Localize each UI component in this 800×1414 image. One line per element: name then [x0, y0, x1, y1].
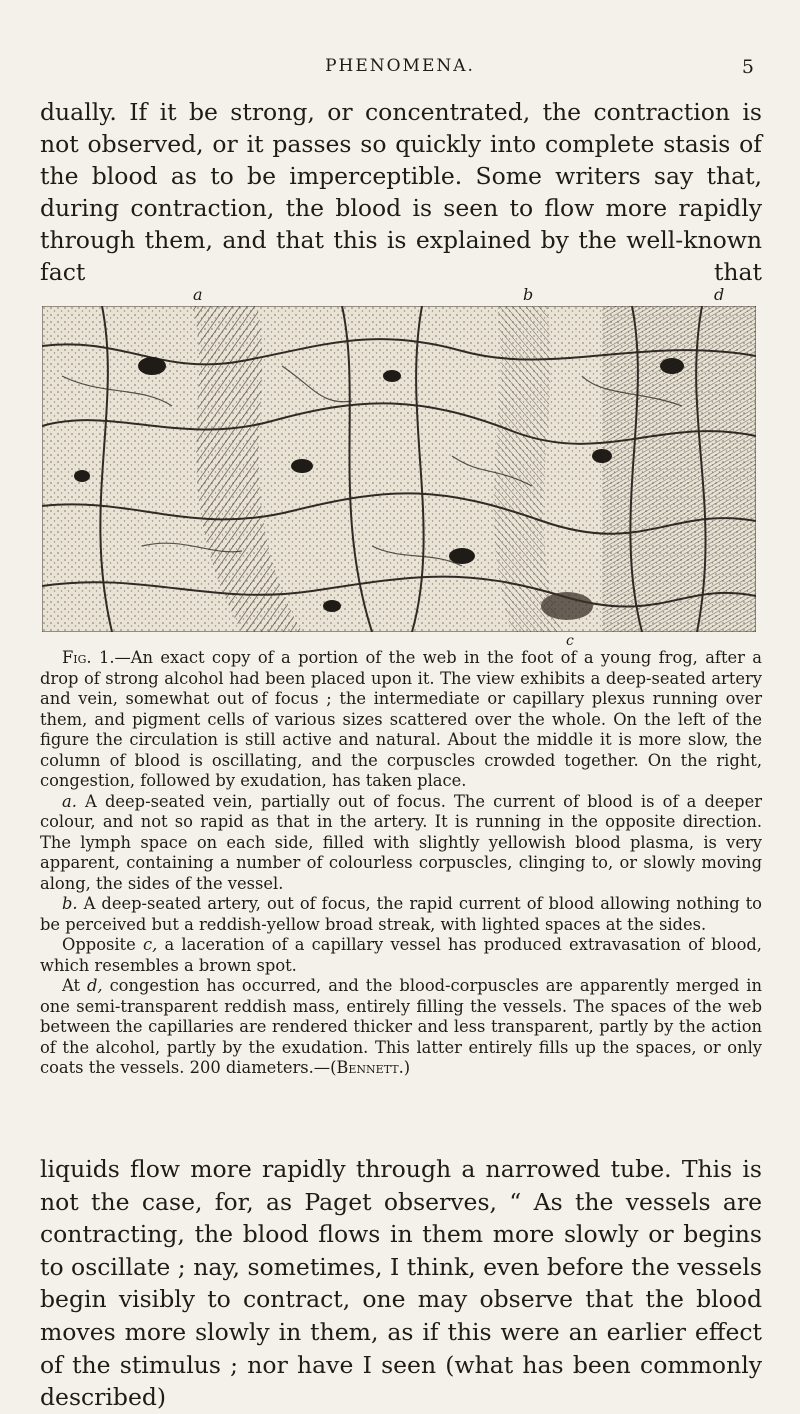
caption-key-a — [40, 792, 762, 895]
bottom-paragraph-block — [40, 1153, 762, 1414]
top-paragraph-block — [40, 96, 762, 288]
congested-region-d — [602, 306, 756, 632]
caption-key-c — [40, 935, 762, 976]
caption-key-b-text: A deep-seated artery, out of focus, the rapid current of blood allowing nothing to be perceived but a reddish-yellow broad streak, with lighted spaces at the sides. — [40, 894, 762, 934]
figure-caption — [40, 648, 762, 1079]
caption-key-c-text: a laceration of a capillary vessel has produced extravasation of blood, which resembles a brown spot. — [40, 935, 762, 975]
figure-label-a: a — [193, 285, 203, 304]
extravasation-spot-c — [541, 592, 593, 620]
caption-key-a-letter: a. — [62, 791, 77, 811]
caption-intro-paragraph — [40, 648, 762, 792]
caption-key-b — [40, 894, 762, 935]
caption-credit: Bennett. — [336, 1058, 404, 1077]
caption-key-d-letter: d, — [86, 976, 103, 995]
caption-key-c-letter: c, — [142, 935, 158, 954]
caption-figure-label: Fig. 1. — [62, 648, 115, 667]
caption-key-a-text: A deep-seated vein, partially out of focus. The current of blood is of a deeper colour, and not so rapid as that in the artery. It is running in the opposite direction. The lymph space on each side, filled with slightly yellowish blood plasma, is very apparent, containing a number of colourless corpuscles, clinging to, or slowly moving along, the sides of the vessel. — [40, 791, 762, 893]
caption-intro: —An exact copy of a portion of the web in the foot of a young frog, after a drop of strong alcohol had been placed upon it. The view exhibits a deep-seated artery and vein, somewhat out of focus ; the intermediate or capillary plexus running over them, and pigment cells of various sizes scattered over the whole. On the left of the figure the circulation is still active and natural. About the middle it is more slow, the column of blood is oscillating, and the corpuscles crowded together. On the right, congestion, followed by exudation, has taken place. — [40, 648, 762, 790]
bottom-paragraph: liquids flow more rapidly through a narrowed tube. This is not the case, for, as Paget observes, “ As the vessels are contracting, the blood flows in them more slowly or begins to oscillate ; nay, sometimes, I think, even before the vessels begin visibly to contract, one may observe that the blood moves more slowly in them, as if this were an earlier effect of the stimulus ; nor have I seen (what has been commonly described) — [40, 1155, 762, 1412]
caption-key-b-letter: b. — [62, 894, 78, 913]
figure-top-labels — [0, 285, 800, 307]
caption-key-d — [40, 976, 762, 1079]
page-number: 5 — [741, 56, 754, 78]
top-paragraph: dually. If it be strong, or concentrated, the contraction is not observed, or it passes so quickly into complete stasis of the blood as to be imperceptible. Some writers say that, during contraction, the blood is seen to flow more rapidly through them, and that this is explained by the well-known fact that — [40, 98, 762, 286]
figure-label-d: d — [714, 285, 725, 304]
frog-web-engraving — [42, 306, 756, 632]
caption-key-d-text: congestion has occurred, and the blood-corpuscles are apparently merged in one semi-transparent reddish mass, entirely filling the vessels. The spaces of the web between the capillaries are rendered thicker and less transparent, partly by the action of the alcohol, partly by the exudation. This latter entirely fills up the spaces, or only coats the vessels. 200 diameters.—( — [40, 976, 762, 1077]
caption-credit-close: ) — [403, 1058, 411, 1077]
figure-label-b: b — [523, 285, 534, 304]
figure-label-c: c — [566, 633, 574, 649]
caption-key-d-pre: At — [62, 976, 81, 995]
running-title: PHENOMENA. — [325, 56, 475, 76]
caption-key-c-pre: Opposite — [62, 935, 136, 954]
running-head — [40, 56, 760, 80]
